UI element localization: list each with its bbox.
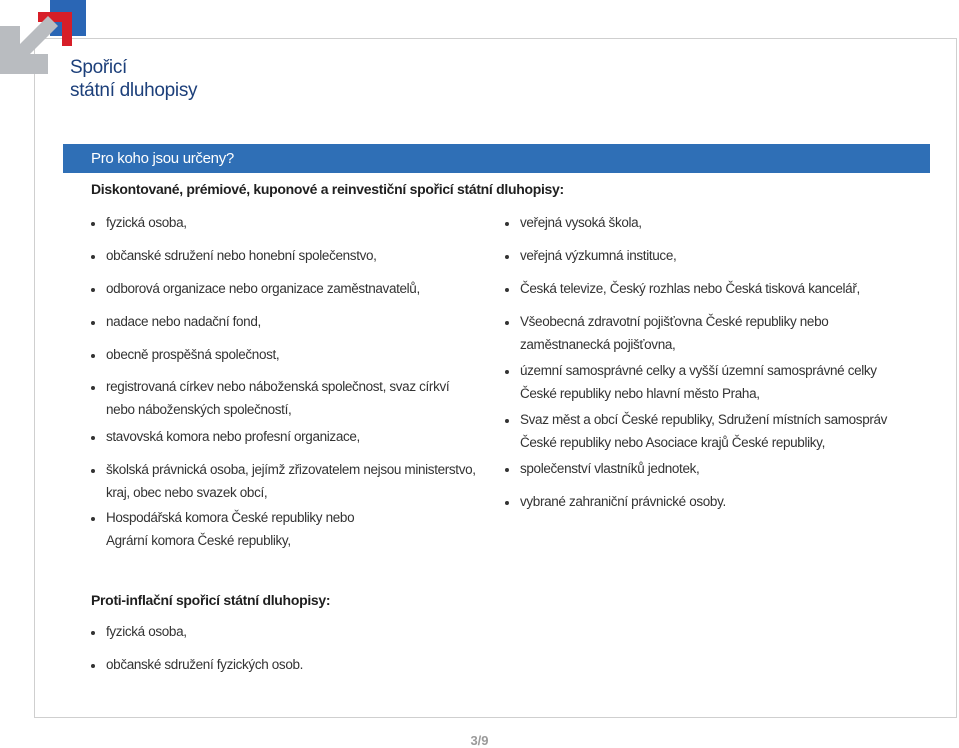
list-item: Hospodářská komora České republiky nebo Agrární komora České republiky, (90, 507, 376, 552)
list-item: fyzická osoba, (90, 212, 476, 235)
list-item: Svaz měst a obcí České republiky, Sdružení místních samospráv České republiky nebo Asociace krajů České republiky, (504, 409, 892, 454)
list-item: nadace nebo nadační fond, (90, 311, 476, 334)
list-item: obecně prospěšná společnost, (90, 344, 476, 367)
page-number: 3/9 (470, 733, 489, 748)
list-item: Všeobecná zdravotní pojišťovna České republiky nebo zaměstnanecká pojišťovna, (504, 311, 892, 356)
list-item: Česká televize, Český rozhlas nebo Česká tisková kancelář, (504, 278, 900, 301)
list-item: občanské sdružení nebo honební společenstvo, (90, 245, 476, 268)
list-item: společenství vlastníků jednotek, (504, 458, 900, 481)
list-item: veřejná výzkumná instituce, (504, 245, 900, 268)
section-title-bar: Pro koho jsou určeny? (63, 144, 930, 173)
list-item: veřejná vysoká škola, (504, 212, 900, 235)
group2-heading: Proti-inflační spořicí státní dluhopisy: (91, 592, 331, 608)
list-item: občanské sdružení fyzických osob. (90, 654, 476, 677)
list-item: fyzická osoba, (90, 621, 476, 644)
list-item: územní samosprávné celky a vyšší územní samosprávné celky České republiky nebo hlavní město Praha, (504, 360, 892, 405)
logo-text (70, 56, 197, 102)
list-item: registrovaná církev nebo náboženská společnost, svaz církví nebo náboženských společností, (90, 376, 456, 421)
logo (0, 0, 230, 110)
list-item: odborová organizace nebo organizace zaměstnavatelů, (90, 278, 476, 301)
logo-line-1: Spořicí (70, 57, 128, 78)
list-item: školská právnická osoba, jejímž zřizovatelem nejsou ministerstvo, kraj, obec nebo svazek obcí, (90, 459, 476, 504)
list-item: vybrané zahraniční právnické osoby. (504, 491, 900, 514)
group1-heading: Diskontované, prémiové, kuponové a reinvestiční spořicí státní dluhopisy: (91, 181, 564, 197)
list-item: stavovská komora nebo profesní organizace, (90, 426, 476, 449)
logo-line-2: státní dluhopisy (70, 80, 198, 101)
